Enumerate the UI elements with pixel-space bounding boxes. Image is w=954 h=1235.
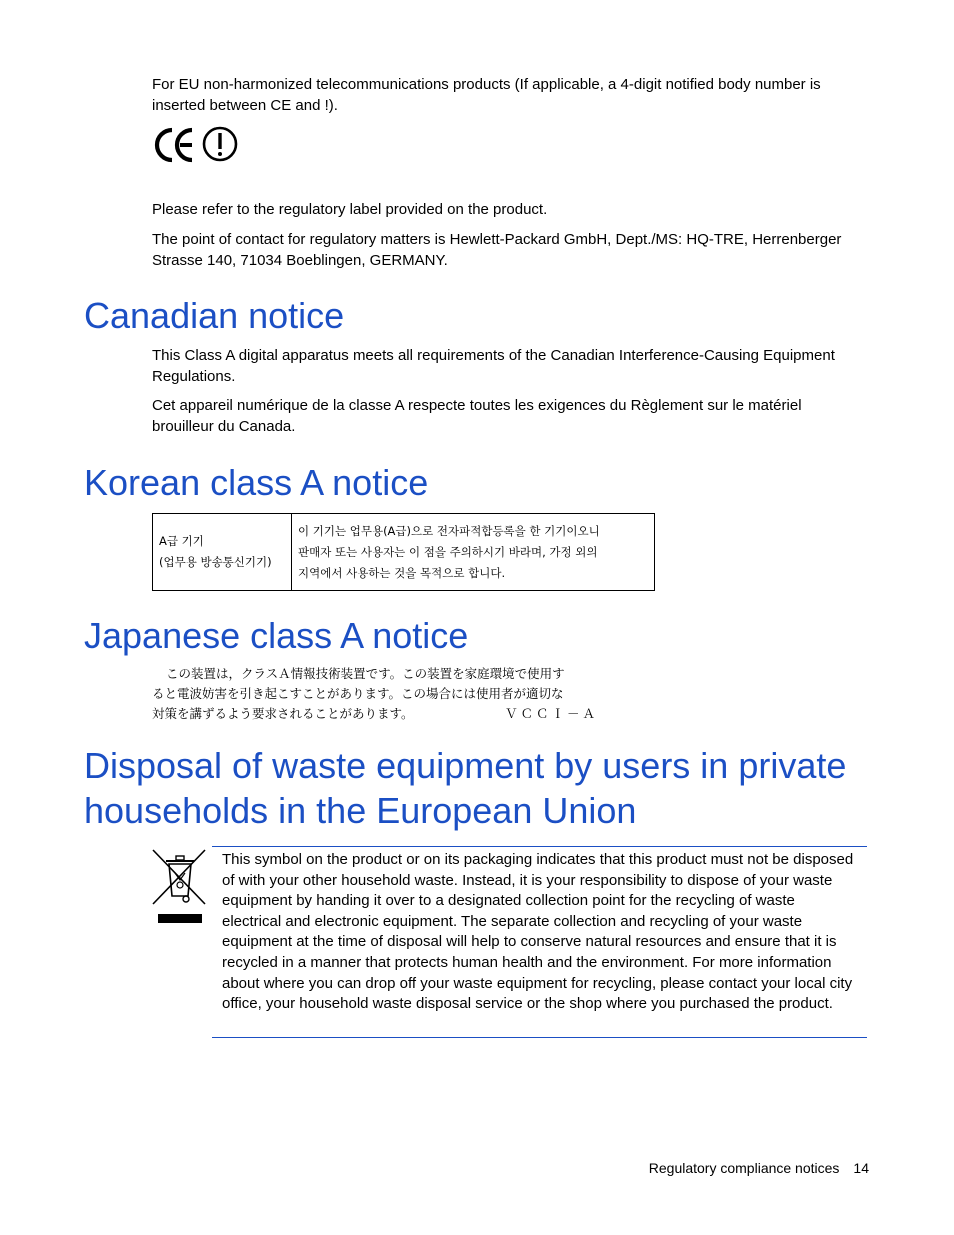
korean-left-line1: A급 기기: [159, 534, 204, 548]
japanese-notice-block: [152, 664, 602, 724]
canadian-heading: Canadian notice: [84, 295, 345, 336]
canadian-english-text: This Class A digital apparatus meets all requirements of the Canadian Interference-Causing Equipment Regulations.: [152, 347, 835, 385]
page-footer: [649, 1158, 869, 1178]
eu-intro-text: For EU non-harmonized telecommunications products (If applicable, a 4-digit notified body number is inserted between CE and !).: [152, 76, 821, 114]
disposal-heading-line2: households in the European Union: [84, 790, 637, 831]
korean-right-line2: 판매자 또는 사용자는 이 점을 주의하시기 바라며, 가정 외의: [298, 544, 598, 559]
japanese-line3: 対策を講ずるよう要求されることがあります。: [152, 706, 414, 721]
disposal-notice-text: This symbol on the product or on its packaging indicates that this product must not be disposed of with your other household waste. Instead, it is your responsibility to dispose of your waste equipment by handing it over to a designated collection point for the recycling of waste electrical and electronic equipment. The separate collection and recycling of your waste equipment at the time of disposal will help to conserve natural resources and ensure that it is recycled in a manner that protects human health and the environment. For more information about where you can drop off your waste equipment for recycling, please contact your local city office, your household waste disposal service or the shop where you purchased the product.: [222, 851, 854, 1013]
korean-heading: Korean class A notice: [84, 462, 429, 503]
canadian-french-text: Cet appareil numérique de la classe A respecte toutes les exigences du Règlement sur le matériel brouilleur du Canada.: [152, 397, 802, 435]
page-number: 14: [853, 1160, 869, 1176]
ce-mark-alert-icon: [150, 124, 242, 166]
disposal-heading-line1: Disposal of waste equipment by users in private: [84, 745, 847, 786]
vcci-label: ＶＣＣＩ－Ａ: [504, 706, 598, 721]
korean-class-cell: [153, 514, 292, 591]
disposal-notice-box: [212, 846, 867, 1038]
japanese-line1: この装置は，クラスＡ情報技術装置です。この装置を家庭環境で使用す: [166, 666, 565, 681]
japanese-heading: Japanese class A notice: [84, 615, 469, 656]
eu-contact-text: The point of contact for regulatory matters is Hewlett-Packard GmbH, Dept./MS: HQ-TRE, Herrenberger Strasse 140, 71034 Boeblingen, GERMANY.: [152, 231, 842, 269]
footer-section-title: Regulatory compliance notices: [648, 1160, 840, 1176]
korean-left-line2: (업무용 방송통신기기): [159, 555, 272, 569]
korean-notice-table: [152, 513, 655, 591]
crossed-out-wheelie-bin-icon: [150, 846, 210, 930]
korean-right-line3: 지역에서 사용하는 것을 목적으로 합니다.: [298, 565, 506, 580]
korean-right-line1: 이 기기는 업무용(A급)으로 전자파적합등록을 한 기기이오니: [298, 523, 600, 538]
eu-refer-text: Please refer to the regulatory label provided on the product.: [152, 201, 548, 218]
japanese-line2: ると電波妨害を引き起こすことがあります。この場合には使用者が適切な: [152, 686, 564, 701]
korean-notice-cell: [292, 514, 655, 591]
